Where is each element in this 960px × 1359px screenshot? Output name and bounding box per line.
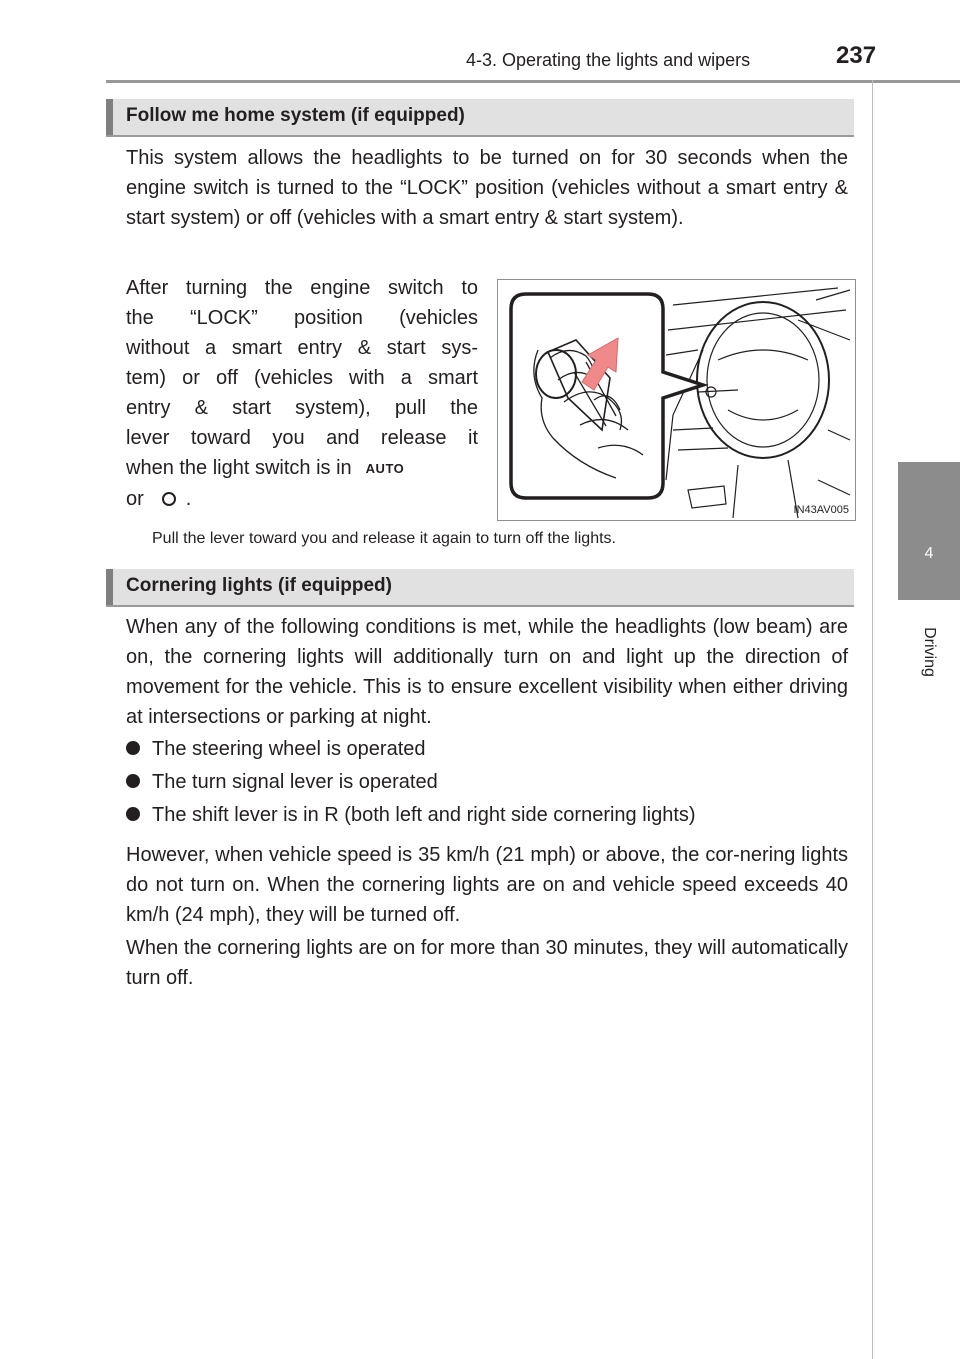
- list-item: The turn signal lever is operated: [126, 767, 438, 797]
- steps-line: when the light switch is in AUTO: [126, 453, 478, 484]
- chapter-number: 4: [924, 545, 934, 562]
- follow-me-home-steps: [126, 273, 478, 514]
- follow-me-home-caption: Pull the lever toward you and release it again to turn off the lights.: [152, 530, 616, 547]
- header-rule: [106, 80, 960, 83]
- cornering-lights-speed-note: However, when vehicle speed is 35 km/h (21 mph) or above, the cor-nering lights do not turn on. When the cornering lights are on and vehicle speed exceeds 40 km/h (24 mph), they will be turned off.: [126, 844, 848, 926]
- cornering-lights-intro: When any of the following conditions is met, while the headlights (low beam) are on, the cornering lights will additionally turn on and light up the direction of movement for the vehicle. This is to ensure excellent visibility when either driving at intersections or parking at night.: [126, 616, 848, 728]
- page-number: 237: [836, 42, 877, 69]
- follow-me-home-intro: This system allows the headlights to be turned on for 30 seconds when the engine switch is turned to the “LOCK” position (vehicles without a smart entry & start system) or off (vehicles with a smart entry & start system).: [126, 147, 848, 229]
- list-item: The shift lever is in R (both left and right side cornering lights): [126, 800, 696, 830]
- headlight-lamp-icon: [162, 492, 176, 506]
- auto-switch-icon: AUTO: [365, 460, 405, 476]
- steps-line: the “LOCK” position (vehicles: [126, 307, 478, 329]
- steps-line: without a smart entry & start sys-: [126, 337, 478, 359]
- tab-rule: [872, 80, 873, 1359]
- bullet-icon: [126, 774, 140, 788]
- lever-illustration: [498, 280, 855, 520]
- lever-figure: [497, 279, 856, 521]
- chapter-tab: [898, 462, 960, 600]
- cornering-lights-auto-off: When the cornering lights are on for more than 30 minutes, they will automatically turn off.: [126, 937, 848, 989]
- header-title: 4-3. Operating the lights and wipers: [466, 50, 751, 70]
- chapter-label: Driving: [921, 627, 938, 677]
- figure-code: IN43AV005: [793, 504, 849, 516]
- bullet-icon: [126, 741, 140, 755]
- steps-line: After turning the engine switch to: [126, 277, 478, 299]
- steps-line: lever toward you and release it: [126, 427, 478, 449]
- section-heading-cornering-lights: [106, 569, 854, 607]
- bullet-icon: [126, 807, 140, 821]
- section-heading-follow-me-home: [106, 99, 854, 137]
- list-item: The steering wheel is operated: [126, 734, 426, 764]
- steps-line: tem) or off (vehicles with a smart: [126, 367, 478, 389]
- section-title: Follow me home system (if equipped): [126, 105, 465, 126]
- section-title: Cornering lights (if equipped): [126, 575, 392, 596]
- steps-line: or .: [126, 487, 192, 510]
- steps-line: entry & start system), pull the: [126, 397, 478, 419]
